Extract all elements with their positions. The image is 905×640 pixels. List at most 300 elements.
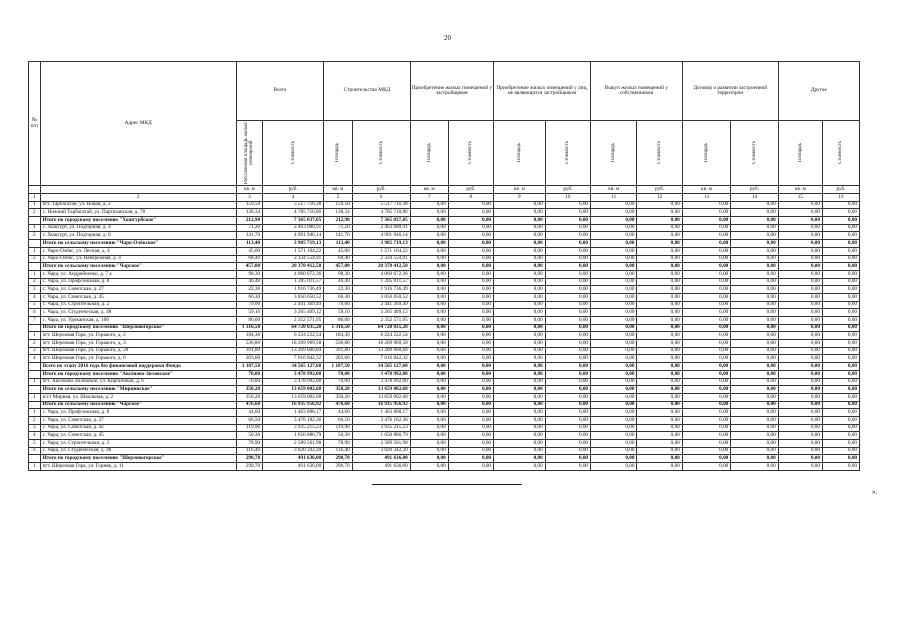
value-cell: 203,60 bbox=[324, 355, 352, 363]
sub-header-label: Площадь bbox=[797, 143, 803, 163]
value-cell: 0,00 bbox=[591, 424, 637, 432]
value-cell: 0,00 bbox=[637, 463, 682, 471]
value-cell: 0,00 bbox=[410, 370, 448, 378]
value-cell: 1 916 736,49 bbox=[263, 286, 324, 294]
value-cell: 0,00 bbox=[778, 463, 822, 471]
value-cell: 138,34 bbox=[324, 209, 352, 217]
column-number: 1 bbox=[29, 194, 41, 202]
row-number: 1 bbox=[29, 332, 41, 340]
value-cell: 0,00 bbox=[637, 409, 682, 417]
value-cell: 0,00 bbox=[545, 463, 590, 471]
value-cell: 64 720 035,28 bbox=[352, 324, 410, 332]
group-header: Строительство МКД bbox=[324, 62, 410, 121]
value-cell: 0,00 bbox=[778, 240, 822, 248]
value-cell: 1 285 011,57 bbox=[263, 278, 324, 286]
value-cell: 350,20 bbox=[324, 393, 352, 401]
value-cell: 3 935 215,23 bbox=[263, 424, 324, 432]
value-cell: 0,00 bbox=[682, 255, 731, 263]
value-cell: 184,30 bbox=[236, 332, 262, 340]
address-cell: пгт. Шерловая Гора, ул. Горняк, д. 11 bbox=[40, 463, 236, 471]
value-cell: 0,00 bbox=[410, 332, 448, 340]
value-cell: 0,00 bbox=[494, 340, 546, 348]
value-cell: 0,00 bbox=[731, 378, 778, 386]
value-cell: 0,00 bbox=[410, 401, 448, 409]
value-cell: 66,30 bbox=[236, 293, 262, 301]
footer-rule bbox=[372, 484, 522, 485]
value-cell: 0,00 bbox=[682, 401, 731, 409]
row-number: 1 bbox=[29, 393, 41, 401]
value-cell: 0,00 bbox=[637, 201, 682, 209]
value-cell: 1 187,50 bbox=[236, 363, 262, 371]
row-number bbox=[29, 263, 41, 271]
value-cell: 0,00 bbox=[545, 317, 590, 325]
sub-header bbox=[324, 121, 352, 186]
value-cell: 3 820 342,39 bbox=[352, 447, 410, 455]
subtotal-row bbox=[29, 324, 860, 332]
value-cell: 0,00 bbox=[545, 424, 590, 432]
value-cell: 0,00 bbox=[731, 424, 778, 432]
value-cell: 0,00 bbox=[545, 340, 590, 348]
value-cell: 0,00 bbox=[410, 209, 448, 217]
value-cell: 0,00 bbox=[448, 278, 493, 286]
value-cell: 3 905 719,13 bbox=[352, 240, 410, 248]
value-cell: 0,00 bbox=[494, 247, 546, 255]
value-cell: 0,00 bbox=[778, 393, 822, 401]
value-cell: 0,00 bbox=[778, 424, 822, 432]
value-cell: 66,30 bbox=[324, 293, 352, 301]
group-header: Другое bbox=[778, 62, 859, 121]
value-cell: 0,00 bbox=[822, 409, 859, 417]
value-cell: 0,00 bbox=[545, 440, 590, 448]
value-cell: 3 476 182,36 bbox=[263, 416, 324, 424]
value-cell: 0,00 bbox=[448, 401, 493, 409]
value-cell: 2 352 571,95 bbox=[263, 317, 324, 325]
value-cell: 1 316,50 bbox=[324, 324, 352, 332]
value-cell: 0,00 bbox=[494, 317, 546, 325]
value-cell: 0,00 bbox=[682, 370, 731, 378]
column-number: 5 bbox=[324, 194, 352, 202]
value-cell: 0,00 bbox=[494, 416, 546, 424]
value-cell: 0,00 bbox=[822, 232, 859, 240]
value-cell: 0,00 bbox=[731, 255, 778, 263]
value-cell: 18 269 969,58 bbox=[263, 340, 324, 348]
column-number: 13 bbox=[682, 194, 731, 202]
table-row bbox=[29, 286, 860, 294]
sub-header bbox=[682, 121, 731, 186]
value-cell: 0,00 bbox=[591, 409, 637, 417]
row-number bbox=[29, 370, 41, 378]
row-number: 1 bbox=[29, 378, 41, 386]
value-cell: 0,00 bbox=[637, 217, 682, 225]
units-cell bbox=[29, 186, 41, 194]
table-body bbox=[29, 201, 860, 470]
value-cell: 0,00 bbox=[410, 455, 448, 463]
value-cell: 0,00 bbox=[448, 209, 493, 217]
value-cell: 0,00 bbox=[410, 386, 448, 394]
resettlement-table bbox=[28, 61, 860, 471]
value-cell: 0,00 bbox=[494, 424, 546, 432]
value-cell: 0,00 bbox=[778, 386, 822, 394]
value-cell: 0,00 bbox=[731, 432, 778, 440]
value-cell: 0,00 bbox=[822, 301, 859, 309]
value-cell: 0,00 bbox=[410, 247, 448, 255]
value-cell: 0,00 bbox=[822, 263, 859, 271]
value-cell: 66,50 bbox=[324, 416, 352, 424]
value-cell: 0,00 bbox=[410, 301, 448, 309]
value-cell: 0,00 bbox=[591, 432, 637, 440]
value-cell: 0,00 bbox=[682, 201, 731, 209]
value-cell: 1 571 164,22 bbox=[352, 247, 410, 255]
value-cell: 0,00 bbox=[731, 324, 778, 332]
value-cell: 391,80 bbox=[236, 347, 262, 355]
value-cell: 0,00 bbox=[448, 332, 493, 340]
value-cell: 3 478 992,00 bbox=[263, 378, 324, 386]
value-cell: 0,00 bbox=[731, 463, 778, 471]
units-cell: кв. м bbox=[591, 186, 637, 194]
value-cell: 13 659 002,68 bbox=[263, 386, 324, 394]
value-cell: 0,00 bbox=[410, 240, 448, 248]
value-cell: 7 365 037,05 bbox=[263, 217, 324, 225]
value-cell: 0,00 bbox=[682, 347, 731, 355]
value-cell: 78,90 bbox=[324, 440, 352, 448]
value-cell: 0,00 bbox=[822, 317, 859, 325]
value-cell: 6 224 222,54 bbox=[263, 332, 324, 340]
table-row bbox=[29, 232, 860, 240]
group-header: Приобретение жилых помещений у лиц, не являющихся застройщиком bbox=[494, 62, 591, 121]
address-cell: Итого по сельскому поселению "Мирнинское" bbox=[40, 386, 236, 394]
address-cell: Итого по городскому поселению "Аксёново-Зиловское" bbox=[40, 370, 236, 378]
table-row bbox=[29, 409, 860, 417]
value-cell: 141,70 bbox=[236, 232, 262, 240]
value-cell: 0,00 bbox=[410, 416, 448, 424]
value-cell: 0,00 bbox=[448, 424, 493, 432]
sub-header bbox=[263, 121, 324, 186]
value-cell: 0,00 bbox=[545, 416, 590, 424]
value-cell: 3 820 342,39 bbox=[263, 447, 324, 455]
value-cell: 0,00 bbox=[448, 432, 493, 440]
table-row bbox=[29, 463, 860, 471]
value-cell: 0,00 bbox=[731, 286, 778, 294]
value-cell: 0,00 bbox=[637, 309, 682, 317]
value-cell: 16 935 956,92 bbox=[352, 401, 410, 409]
address-cell: Итого по сельскому поселению "Чарское" bbox=[40, 401, 236, 409]
value-cell: 0,00 bbox=[448, 340, 493, 348]
value-cell: 0,00 bbox=[822, 370, 859, 378]
value-cell: 0,00 bbox=[410, 324, 448, 332]
value-cell: 0,00 bbox=[448, 301, 493, 309]
value-cell: 0,00 bbox=[545, 286, 590, 294]
value-cell: 0,00 bbox=[494, 293, 546, 301]
value-cell: 0,00 bbox=[494, 447, 546, 455]
value-cell: 0,00 bbox=[591, 401, 637, 409]
value-cell: 0,00 bbox=[591, 447, 637, 455]
value-cell: 0,00 bbox=[494, 393, 546, 401]
value-cell: 0,00 bbox=[410, 217, 448, 225]
value-cell: 0,00 bbox=[778, 317, 822, 325]
value-cell: 0,00 bbox=[410, 232, 448, 240]
sub-header-label: Площадь bbox=[335, 143, 341, 163]
value-cell: 0,00 bbox=[410, 286, 448, 294]
value-cell: 0,00 bbox=[410, 317, 448, 325]
value-cell: 98,30 bbox=[236, 270, 262, 278]
value-cell: 4 060 672,36 bbox=[263, 270, 324, 278]
value-cell: 0,00 bbox=[637, 440, 682, 448]
value-cell: 0,00 bbox=[591, 340, 637, 348]
value-cell: 159,50 bbox=[324, 201, 352, 209]
value-cell: 0,00 bbox=[545, 447, 590, 455]
value-cell: 0,00 bbox=[410, 463, 448, 471]
value-cell: 0,00 bbox=[822, 424, 859, 432]
table-row bbox=[29, 301, 860, 309]
value-cell: 0,00 bbox=[448, 201, 493, 209]
units-cell: руб. bbox=[263, 186, 324, 194]
value-cell: 13 659 002,68 bbox=[352, 393, 410, 401]
value-cell: 7 016 842,32 bbox=[352, 355, 410, 363]
value-cell: 0,00 bbox=[731, 401, 778, 409]
sub-header bbox=[448, 121, 493, 186]
value-cell: 1 187,50 bbox=[324, 363, 352, 371]
address-cell: с. Чара, ул. Студенческая, д. 48 bbox=[40, 447, 236, 455]
value-cell: 0,00 bbox=[448, 293, 493, 301]
row-number: 2 bbox=[29, 416, 41, 424]
value-cell: 0,00 bbox=[591, 463, 637, 471]
address-cell: с. Чара, ул. Андрейченко, д. 7 а bbox=[40, 270, 236, 278]
row-number: 1 bbox=[29, 247, 41, 255]
value-cell: 0,00 bbox=[778, 209, 822, 217]
value-cell: 0,00 bbox=[822, 440, 859, 448]
value-cell: 0,00 bbox=[778, 340, 822, 348]
value-cell: 0,00 bbox=[448, 247, 493, 255]
value-cell: 0,00 bbox=[822, 378, 859, 386]
value-cell: 46,40 bbox=[236, 278, 262, 286]
table-row bbox=[29, 201, 860, 209]
address-cell: пгт. Тарбагатай, ул. Новая, д. 2 bbox=[40, 201, 236, 209]
column-number: 2 bbox=[40, 194, 236, 202]
sub-header-label: Стоимость bbox=[751, 141, 757, 165]
value-cell: 0,00 bbox=[682, 386, 731, 394]
value-cell: 0,00 bbox=[731, 301, 778, 309]
sub-header-label: Площадь bbox=[426, 143, 432, 163]
value-cell: 2 463 080,91 bbox=[263, 224, 324, 232]
value-cell: 70,00 bbox=[236, 370, 262, 378]
value-cell: 0,00 bbox=[637, 293, 682, 301]
value-cell: 0,00 bbox=[822, 432, 859, 440]
value-cell: 0,00 bbox=[494, 309, 546, 317]
table-row bbox=[29, 317, 860, 325]
value-cell: 0,00 bbox=[778, 224, 822, 232]
address-cell: с. Чара, ул. Советская, д. 27 bbox=[40, 286, 236, 294]
value-cell: 491 636,00 bbox=[263, 463, 324, 471]
value-cell: 3 850 650,52 bbox=[263, 293, 324, 301]
value-cell: 0,00 bbox=[637, 363, 682, 371]
value-cell: 0,00 bbox=[545, 332, 590, 340]
value-cell: 0,00 bbox=[731, 455, 778, 463]
value-cell: 0,00 bbox=[822, 224, 859, 232]
page-number: 20 bbox=[444, 34, 451, 42]
value-cell: 0,00 bbox=[637, 386, 682, 394]
value-cell: 0,00 bbox=[448, 217, 493, 225]
value-cell: 0,00 bbox=[682, 293, 731, 301]
sub-header-label: Расселяемая площадь жилых помещений bbox=[244, 122, 255, 184]
value-cell: 113,40 bbox=[236, 240, 262, 248]
value-cell: 491 636,00 bbox=[263, 455, 324, 463]
value-cell: 0,00 bbox=[591, 255, 637, 263]
value-cell: 0,00 bbox=[410, 309, 448, 317]
value-cell: 0,00 bbox=[591, 293, 637, 301]
address-cell: Итого по сельскому поселению "Чаро-Олёкское" bbox=[40, 240, 236, 248]
value-cell: 0,00 bbox=[731, 278, 778, 286]
value-cell: 20 370 412,50 bbox=[263, 263, 324, 271]
value-cell: 0,00 bbox=[637, 340, 682, 348]
units-cell: руб. bbox=[822, 186, 859, 194]
value-cell: 44,60 bbox=[236, 409, 262, 417]
value-cell: 46,40 bbox=[324, 278, 352, 286]
address-cell: с. Хошгурт, ул. Подгорная, д. 4 bbox=[40, 224, 236, 232]
value-cell: 0,00 bbox=[682, 278, 731, 286]
value-cell: 536,80 bbox=[324, 340, 352, 348]
value-cell: 34 565 127,60 bbox=[352, 363, 410, 371]
value-cell: 0,00 bbox=[494, 301, 546, 309]
value-cell: 79,00 bbox=[236, 301, 262, 309]
value-cell: 0,00 bbox=[682, 263, 731, 271]
value-cell: 2 589 561,98 bbox=[352, 440, 410, 448]
value-cell: 0,00 bbox=[822, 463, 859, 471]
value-cell: 0,00 bbox=[682, 447, 731, 455]
table-row bbox=[29, 209, 860, 217]
row-number: 2 bbox=[29, 209, 41, 217]
value-cell: 0,00 bbox=[545, 301, 590, 309]
value-cell: 0,00 bbox=[448, 240, 493, 248]
value-cell: 0,00 bbox=[731, 370, 778, 378]
row-number: 1 bbox=[29, 270, 41, 278]
value-cell: 0,00 bbox=[494, 386, 546, 394]
table-row bbox=[29, 424, 860, 432]
value-cell: 0,00 bbox=[637, 401, 682, 409]
value-cell: 0,00 bbox=[682, 455, 731, 463]
value-cell: 0,00 bbox=[637, 447, 682, 455]
value-cell: 116,40 bbox=[324, 447, 352, 455]
value-cell: 0,00 bbox=[682, 324, 731, 332]
value-cell: 0,00 bbox=[822, 386, 859, 394]
table-row bbox=[29, 378, 860, 386]
value-cell: 22,30 bbox=[236, 286, 262, 294]
sub-header-label: Стоимость bbox=[565, 141, 571, 165]
value-cell: 0,00 bbox=[682, 301, 731, 309]
address-cell: с. Чара, ул. Советская, д. 42 bbox=[40, 424, 236, 432]
sub-header-label: Площадь bbox=[611, 143, 617, 163]
value-cell: 0,00 bbox=[591, 217, 637, 225]
value-cell: 0,00 bbox=[448, 286, 493, 294]
value-cell: 0,00 bbox=[822, 447, 859, 455]
value-cell: 0,00 bbox=[545, 232, 590, 240]
value-cell: 457,00 bbox=[324, 263, 352, 271]
subtotal-row bbox=[29, 401, 860, 409]
value-cell: 0,00 bbox=[682, 240, 731, 248]
value-cell: 0,00 bbox=[778, 324, 822, 332]
sub-header-label: Стоимость bbox=[838, 141, 844, 165]
address-cell: с. Чаро-Олёкс, ул. Лесная, д. 4 bbox=[40, 247, 236, 255]
value-cell: 2 441 369,49 bbox=[263, 301, 324, 309]
value-cell: 0,00 bbox=[591, 240, 637, 248]
value-cell: 0,00 bbox=[410, 255, 448, 263]
value-cell: 1 463 808,17 bbox=[263, 409, 324, 417]
value-cell: 0,00 bbox=[591, 355, 637, 363]
address-cell: с. Нижний Тарбагатай, ул. Партизанская, д. 78 bbox=[40, 209, 236, 217]
sub-header bbox=[410, 121, 448, 186]
value-cell: 0,00 bbox=[637, 370, 682, 378]
address-cell: с. Чара, ул. Строительная, д. 2 bbox=[40, 440, 236, 448]
table-row bbox=[29, 340, 860, 348]
table-row bbox=[29, 447, 860, 455]
value-cell: 0,00 bbox=[545, 293, 590, 301]
value-cell: 3 265 409,12 bbox=[263, 309, 324, 317]
value-cell: 0,00 bbox=[682, 209, 731, 217]
value-cell: 0,00 bbox=[731, 209, 778, 217]
value-cell: 0,00 bbox=[731, 355, 778, 363]
value-cell: 0,00 bbox=[778, 409, 822, 417]
table-row bbox=[29, 440, 860, 448]
value-cell: 0,00 bbox=[731, 340, 778, 348]
value-cell: 3 850 650,52 bbox=[352, 293, 410, 301]
value-cell: 78,90 bbox=[236, 440, 262, 448]
value-cell: 0,00 bbox=[637, 432, 682, 440]
value-cell: 0,00 bbox=[637, 263, 682, 271]
value-cell: 79,00 bbox=[324, 301, 352, 309]
subtotal-row bbox=[29, 455, 860, 463]
value-cell: 0,00 bbox=[545, 270, 590, 278]
value-cell: 71,20 bbox=[324, 224, 352, 232]
units-cell: руб. bbox=[545, 186, 590, 194]
table-row bbox=[29, 347, 860, 355]
value-cell: 0,00 bbox=[637, 378, 682, 386]
value-cell: 203,60 bbox=[236, 355, 262, 363]
value-cell: 0,00 bbox=[545, 263, 590, 271]
value-cell: 0,00 bbox=[778, 455, 822, 463]
value-cell: 0,00 bbox=[731, 332, 778, 340]
value-cell: 4 901 946,14 bbox=[263, 232, 324, 240]
value-cell: 0,00 bbox=[682, 224, 731, 232]
value-cell: 2 441 369,49 bbox=[352, 301, 410, 309]
value-cell: 0,00 bbox=[494, 278, 546, 286]
table-row bbox=[29, 224, 860, 232]
value-cell: 0,00 bbox=[591, 416, 637, 424]
value-cell: 2 334 554,91 bbox=[263, 255, 324, 263]
row-number: 2 bbox=[29, 255, 41, 263]
value-cell: 0,00 bbox=[545, 370, 590, 378]
value-cell: 0,00 bbox=[591, 301, 637, 309]
address-cell: с. Чара, ул. Студенческая, д. 48 bbox=[40, 309, 236, 317]
value-cell: 0,00 bbox=[822, 309, 859, 317]
group-header: Всего bbox=[236, 62, 324, 121]
row-number: 7 bbox=[29, 317, 41, 325]
sub-header-label: Площадь bbox=[704, 143, 709, 163]
value-cell: 0,00 bbox=[637, 317, 682, 325]
value-cell: 0,00 bbox=[448, 386, 493, 394]
value-cell: 290,70 bbox=[324, 463, 352, 471]
value-cell: 0,00 bbox=[637, 416, 682, 424]
value-cell: 86,00 bbox=[324, 317, 352, 325]
value-cell: 350,20 bbox=[324, 386, 352, 394]
address-cell: с. Чара, ул. Профсоюзная, д. 8 bbox=[40, 278, 236, 286]
group-header: Выкуп жилых помещений у собственников bbox=[591, 62, 683, 121]
value-cell: 3 476 182,36 bbox=[352, 416, 410, 424]
value-cell: 0,00 bbox=[778, 286, 822, 294]
column-number: 16 bbox=[822, 194, 859, 202]
value-cell: 0,00 bbox=[637, 224, 682, 232]
value-cell: 0,00 bbox=[682, 416, 731, 424]
value-cell: 0,00 bbox=[682, 393, 731, 401]
value-cell: 0,00 bbox=[448, 347, 493, 355]
